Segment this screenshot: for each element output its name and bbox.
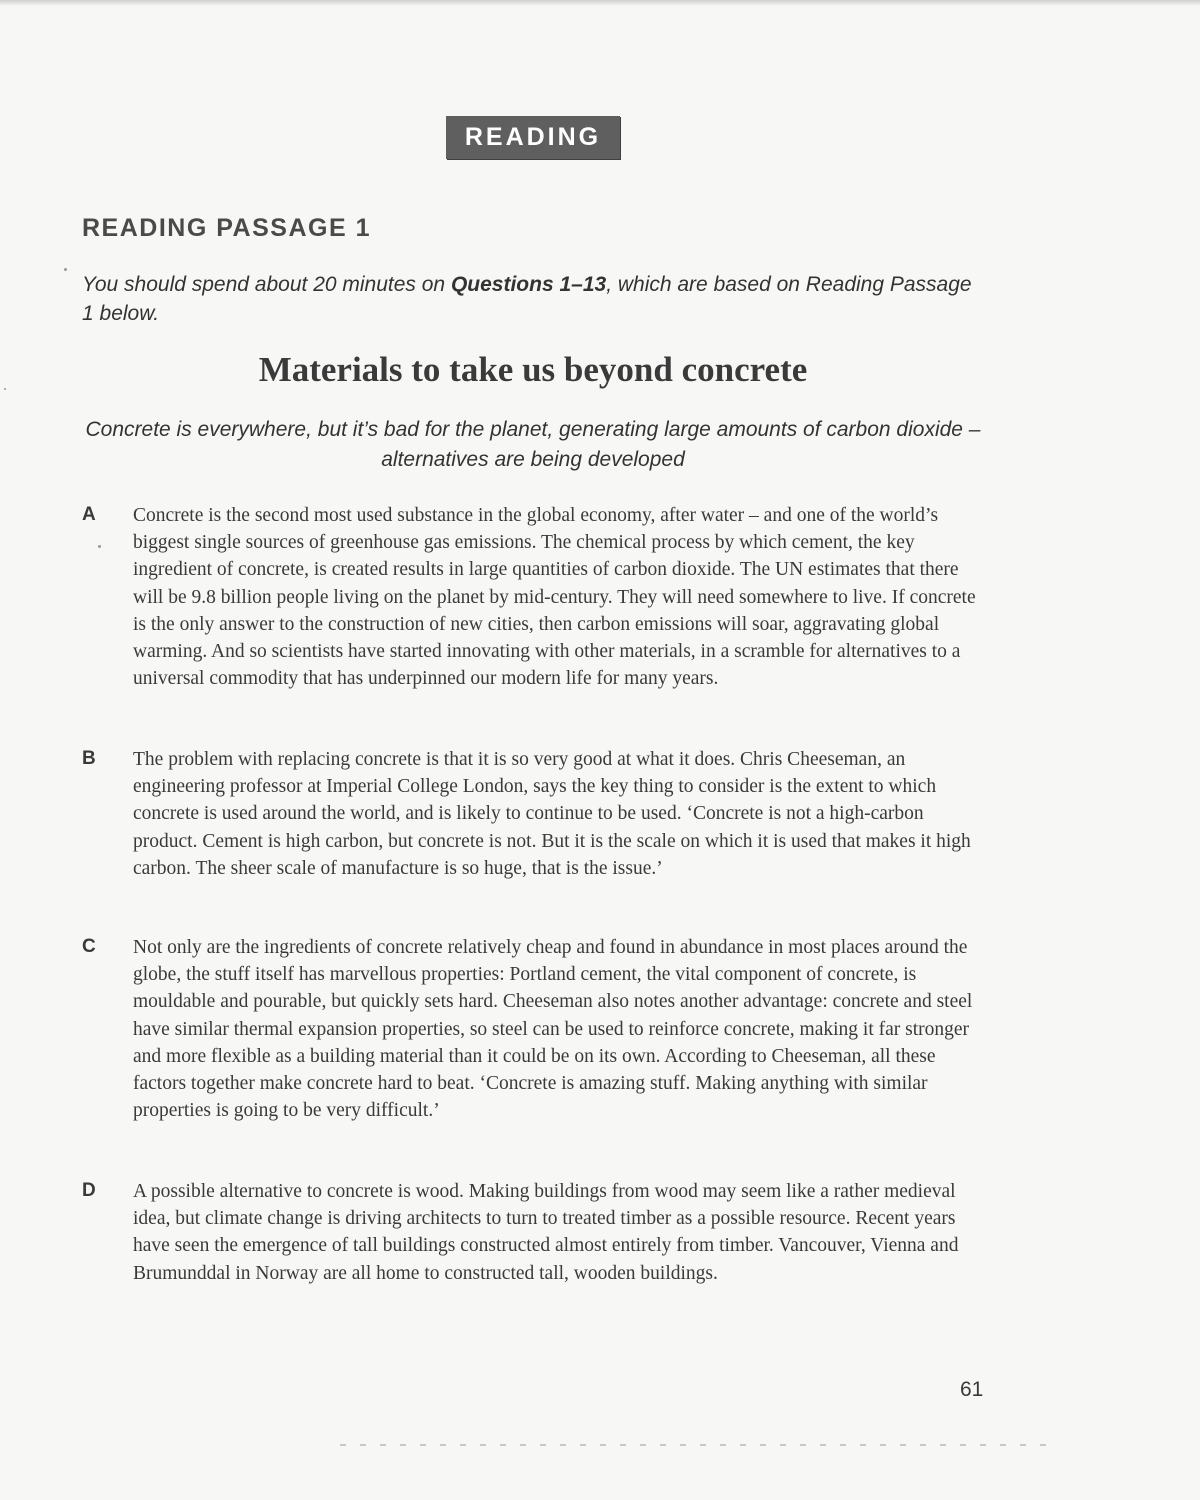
paragraph-text: Concrete is the second most used substance in the global economy, after water – and one of the world’s biggest single sources of greenhouse gas emissions. The chemical process by which cement, the key ingredient of concrete, is created results in large quantities of carbon dioxide. The UN estimates that there will be 9.8 billion people living on the planet by mid-century. They will need somewhere to live. If concrete is the only answer to the construction of new cities, then carbon emissions will soar, aggravating global warming. And so scientists have started innovating with other materials, in a scramble for alternatives to a universal commodity that has underpinned our modern life for many years.: [133, 505, 976, 690]
scan-top-edge: [0, 0, 1200, 6]
scan-speck: [64, 268, 67, 271]
instructions-text-end: , which are based on Reading Passage 1 below.: [82, 273, 972, 325]
passage-heading: READING PASSAGE 1: [82, 214, 371, 242]
paragraph-letter: C: [82, 936, 96, 957]
scan-artifact-line: [340, 1444, 1060, 1446]
paragraph-letter: A: [82, 504, 96, 525]
paragraph-text: A possible alternative to concrete is wood. Making buildings from wood may seem like a rather medieval idea, but climate change is driving architects to turn to treated timber as a possible resource. Recent years have seen the emergence of tall buildings constructed almost entirely from timber. Vancouver, Vienna and Brumunddal in Norway are all home to constructed tall, wooden buildings.: [133, 1181, 959, 1284]
paragraph-text: Not only are the ingredients of concrete relatively cheap and found in abundance in most places around the globe, the stuff itself has marvellous properties: Portland cement, the vital component of concrete, is mouldable and pourable, but quickly sets hard. Cheeseman also notes another advantage: concrete and steel have similar thermal expansion properties, so steel can be used to reinforce concrete, making it far stronger and more flexible as a building material than it could be on its own. According to Cheeseman, all these factors together make concrete hard to beat. ‘Concrete is amazing stuff. Making anything with similar properties is going to be very difficult.’: [133, 937, 973, 1122]
scan-speck: [4, 388, 6, 390]
article-subtitle: Concrete is everywhere, but it’s bad for the planet, generating large amounts of carbon dioxide – alternatives are being developed: [85, 418, 981, 471]
article-title: Materials to take us beyond concrete: [258, 350, 808, 389]
paragraph-letter: D: [82, 1180, 96, 1201]
scan-speck: [98, 545, 101, 548]
paragraph-text: The problem with replacing concrete is that it is so very good at what it does. Chris Cheeseman, an engineering professor at Imperial College London, says the key thing to consider is the extent to which concrete is used around the world, and is likely to continue to be used. ‘Concrete is not a high-carbon product. Cement is high carbon, but concrete is not. But it is the scale on which it is used that makes it high carbon. The sheer scale of manufacture is so huge, that is the issue.’: [133, 749, 971, 879]
instructions-questions: Questions 1–13: [450, 273, 607, 296]
page-number: 61: [960, 1378, 984, 1401]
instructions: [82, 270, 982, 328]
instructions-text: You should spend about 20 minutes on: [82, 273, 451, 296]
section-badge: READING: [446, 116, 620, 159]
paragraph-letter: B: [82, 748, 96, 769]
